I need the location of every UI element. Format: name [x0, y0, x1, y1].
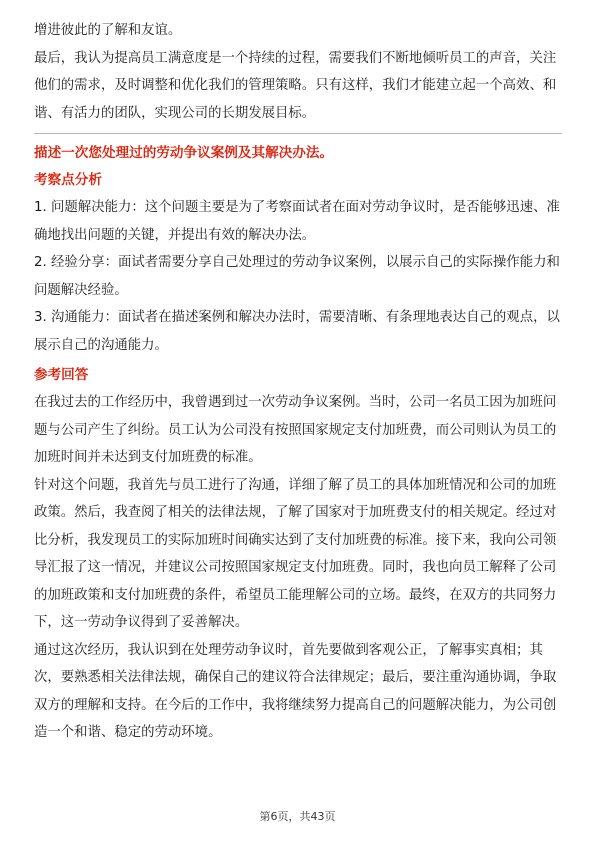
page-content — [34, 17, 562, 747]
question-heading: 描述一次您处理过的劳动争议案例及其解决办法。 — [34, 145, 334, 161]
divider — [34, 133, 562, 134]
analysis-title: 考察点分析 — [34, 172, 102, 188]
answer-paragraph: 在我过去的工作经历中，我曾遇到过一次劳动争议案例。当时，公司一名员工因为加班问题与公司产生了纠纷。员工认为公司没有按照国家规定支付加班费，而公司则认为员工的加班时间并未达到支付加班费的标准。 — [34, 395, 557, 465]
answer-title: 参考回答 — [34, 367, 89, 383]
page-number: 第6页，共43页 — [259, 810, 336, 823]
analysis-item: 1. 问题解决能力：这个问题主要是为了考察面试者在面对劳动争议时，是否能够迅速、准确地找出问题的关键，并提出有效的解决办法。 — [34, 200, 560, 243]
answer-paragraph: 通过这次经历，我认识到在处理劳动争议时，首先要做到客观公正，了解事实真相；其次，要熟悉相关法律法规，确保自己的建议符合法律规定；最后，要注重沟通协调，争取双方的理解和支持。在今后的工作中，我将继续努力提高自己的问题解决能力，为公司创造一个和谐、稳定的劳动环境。 — [34, 642, 557, 740]
analysis-item: 3. 沟通能力：面试者在描述案例和解决办法时，需要清晰、有条理地表达自己的观点，以展示自己的沟通能力。 — [34, 310, 560, 353]
intro-paragraph: 最后，我认为提高员工满意度是一个持续的过程，需要我们不断地倾听员工的声音，关注他们的需求，及时调整和优化我们的管理策略。只有这样，我们才能建立起一个高效、和谐、有活力的团队，实现公司的长期发展目标。 — [34, 50, 557, 121]
intro-paragraph: 增进彼此的了解和友谊。 — [34, 23, 182, 38]
analysis-item: 2. 经验分享：面试者需要分享自己处理过的劳动争议案例，以展示自己的实际操作能力和问题解决经验。 — [34, 255, 560, 298]
answer-paragraph: 针对这个问题，我首先与员工进行了沟通，详细了解了员工的具体加班情况和公司的加班政策。然后，我查阅了相关的法律法规，了解了国家对于加班费支付的相关规定。经过对比分析，我发现员工的实际加班时间确实达到了支付加班费的标准。接下来，我向公司领导汇报了这一情况，并建议公司按照国家规定支付加班费。同时，我也向员工解释了公司的加班政策和支付加班费的条件，希望员工能理解公司的立场。最终，在双方的共同努力下，这一劳动争议得到了妥善解决。 — [34, 477, 557, 630]
